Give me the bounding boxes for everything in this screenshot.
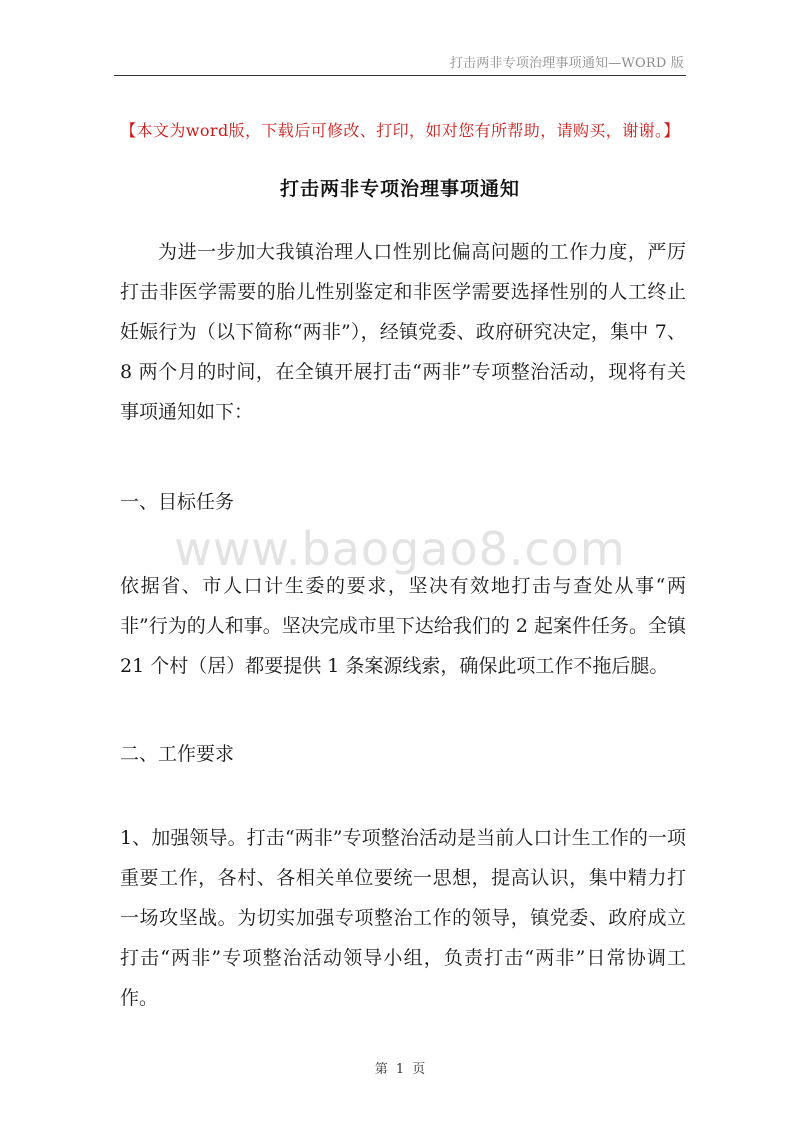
intro-paragraph: 为进一步加大我镇治理人口性别比偏高问题的工作力度，严厉打击非医学需要的胎儿性别鉴定和非医学需要选择性别的人工终止妊娠行为（以下简称“两非”），经镇党委、政府研究决定，集中 7、8 两个月的时间，在全镇开展打击“两非”专项整治活动，现将有关事项通知如下：: [120, 241, 686, 423]
site-watermark: www.baogao8.com: [174, 522, 626, 576]
section-heading-requirements: 二、工作要求: [120, 743, 235, 765]
running-header: 打击两非专项治理事项通知—WORD 版: [449, 56, 684, 71]
section-heading-goals: 一、目标任务: [120, 491, 235, 513]
page-number: 第 1 页: [374, 1062, 426, 1077]
requirement-item-leadership: 1、加强领导。打击“两非”专项整治活动是当前人口计生工作的一项重要工作，各村、各相关单位要统一思想，提高认识，集中精力打一场攻坚战。为切实加强专项整治工作的领导，镇党委、政府成立打击“两非”专项整治活动领导小组，负责打击“两非”日常协调工作。: [120, 827, 686, 1009]
purchase-notice: 【本文为word版，下载后可修改、打印，如对您有所帮助，请购买，谢谢。】: [120, 121, 680, 140]
goals-paragraph: 依据省、市人口计生委的要求，坚决有效地打击与查处从事“两非”行为的人和事。坚决完成市里下达给我们的 2 起案件任务。全镇 21 个村（居）都要提供 1 条案源线索，确保此项工作不拖后腿。: [120, 575, 686, 677]
header-divider: [114, 75, 686, 76]
document-title: 打击两非专项治理事项通知: [279, 178, 520, 200]
